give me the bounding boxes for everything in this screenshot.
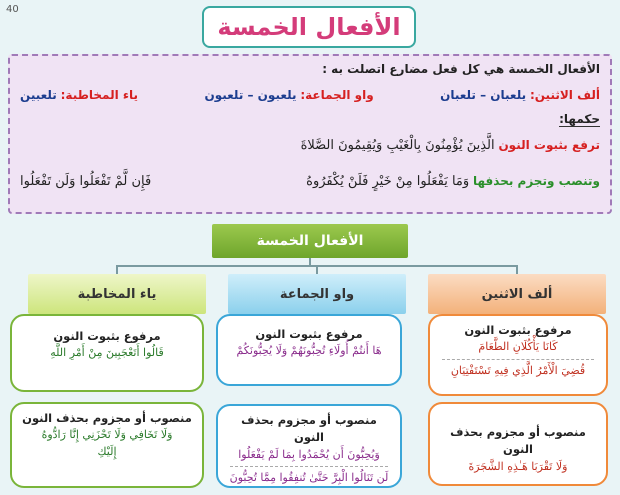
waw-definition xyxy=(204,88,373,102)
alif-raf-example-2: قُضِيَ الْأَمْرُ الَّذِي فِيهِ تَسْتَفْتِيَانِ xyxy=(450,363,586,377)
category-waw: واو الجماعة xyxy=(228,274,406,314)
alif-nasb-title: منصوب أو مجزوم بحذف النون xyxy=(450,425,586,457)
ya-label: ياء المخاطبة: xyxy=(60,88,139,102)
waw-raf-card xyxy=(216,314,402,386)
nasb-line xyxy=(20,174,600,190)
alif-raf-example-1: كَانَا يَأْكُلَانِ الطَّعَامَ xyxy=(478,340,558,354)
waw-nasb-card xyxy=(216,404,402,488)
definition-types-line xyxy=(20,88,600,102)
ya-raf-card xyxy=(10,314,204,392)
nasb-example-2: فَإِن لَّمْ تَفْعَلُوا وَلَن تَفْعَلُوا xyxy=(20,174,152,189)
page-number: 40 xyxy=(6,4,19,15)
nasb-group xyxy=(306,174,600,190)
nasb-label: وتنصب وتجزم بحذفها xyxy=(473,174,600,188)
nasb-example-1: وَمَا يَفْعَلُوا مِنْ خَيْرٍ فَلَنْ يُكْفَرُوهُ xyxy=(306,174,470,189)
ya-raf-example-1: قَالُوا أَتَعْجَبِينَ مِنْ أَمْرِ اللَّهِ xyxy=(50,346,164,360)
ruling-label: حكمها: xyxy=(559,112,600,126)
waw-nasb-example-1: وَيُحِبُّونَ أَن يُحْمَدُوا بِمَا لَمْ يَفْعَلُوا xyxy=(238,447,380,461)
alif-raf-divider xyxy=(442,359,594,360)
category-ya: ياء المخاطبة xyxy=(28,274,206,314)
ya-definition xyxy=(20,88,138,102)
category-alif: ألف الاثنين xyxy=(428,274,606,314)
alif-examples: يلعبان – تلعبان xyxy=(440,88,527,102)
alif-raf-card xyxy=(428,314,608,396)
alif-nasb-card xyxy=(428,402,608,486)
ya-nasb-title: منصوب أو مجزوم بحذف النون xyxy=(22,411,192,425)
waw-raf-example-1: هَا أَنتُمْ أُولَاءِ تُحِبُّونَهُمْ وَلَا يُحِبُّونَكُمْ xyxy=(236,344,382,358)
alif-definition xyxy=(440,88,600,102)
alif-label: ألف الاثنين: xyxy=(529,88,600,102)
waw-nasb-example-2: لَن تَنَالُوا الْبِرَّ حَتَّىٰ تُنفِقُوا مِمَّا تُحِبُّونَ xyxy=(229,471,389,484)
raf-example: الَّذِينَ يُؤْمِنُونَ بِالْغَيْبِ وَيُقِيمُونَ الصَّلاةَ xyxy=(300,138,495,153)
ya-nasb-example-1: وَلَا تَخَافِي وَلَا تَحْزَنِي إِنَّا رَادُّوهُ xyxy=(41,428,173,442)
diagram-head: الأفعال الخمسة xyxy=(212,224,408,258)
ya-raf-title: مرفوع بثبوت النون xyxy=(53,329,161,343)
ya-examples: تلعبين xyxy=(20,88,57,102)
page-title: الأفعال الخمسة xyxy=(202,6,416,48)
waw-examples: يلعبون – تلعبون xyxy=(204,88,297,102)
alif-nasb-example-1: وَلَا تَقْرَبَا هَـٰذِهِ الشَّجَرَةَ xyxy=(468,459,568,473)
waw-raf-title: مرفوع بثبوت النون xyxy=(255,327,363,341)
ya-nasb-example-2: إِلَيْكِ xyxy=(97,444,117,458)
definition-panel xyxy=(8,54,612,214)
ruling-line xyxy=(559,112,600,127)
waw-nasb-title: منصوب أو مجزوم بحذف النون xyxy=(241,413,377,445)
waw-label: واو الجماعة: xyxy=(300,88,374,102)
ya-nasb-card xyxy=(10,402,204,488)
alif-raf-title: مرفوع بثبوت النون xyxy=(464,323,572,337)
definition-intro-line xyxy=(322,62,600,76)
raf-label: ترفع بثبوت النون xyxy=(498,138,600,152)
raf-group xyxy=(301,138,600,154)
raf-line xyxy=(20,138,600,154)
waw-nasb-divider xyxy=(230,466,388,467)
definition-intro: الأفعال الخمسة هي كل فعل مضارع اتصلت به : xyxy=(322,62,600,76)
